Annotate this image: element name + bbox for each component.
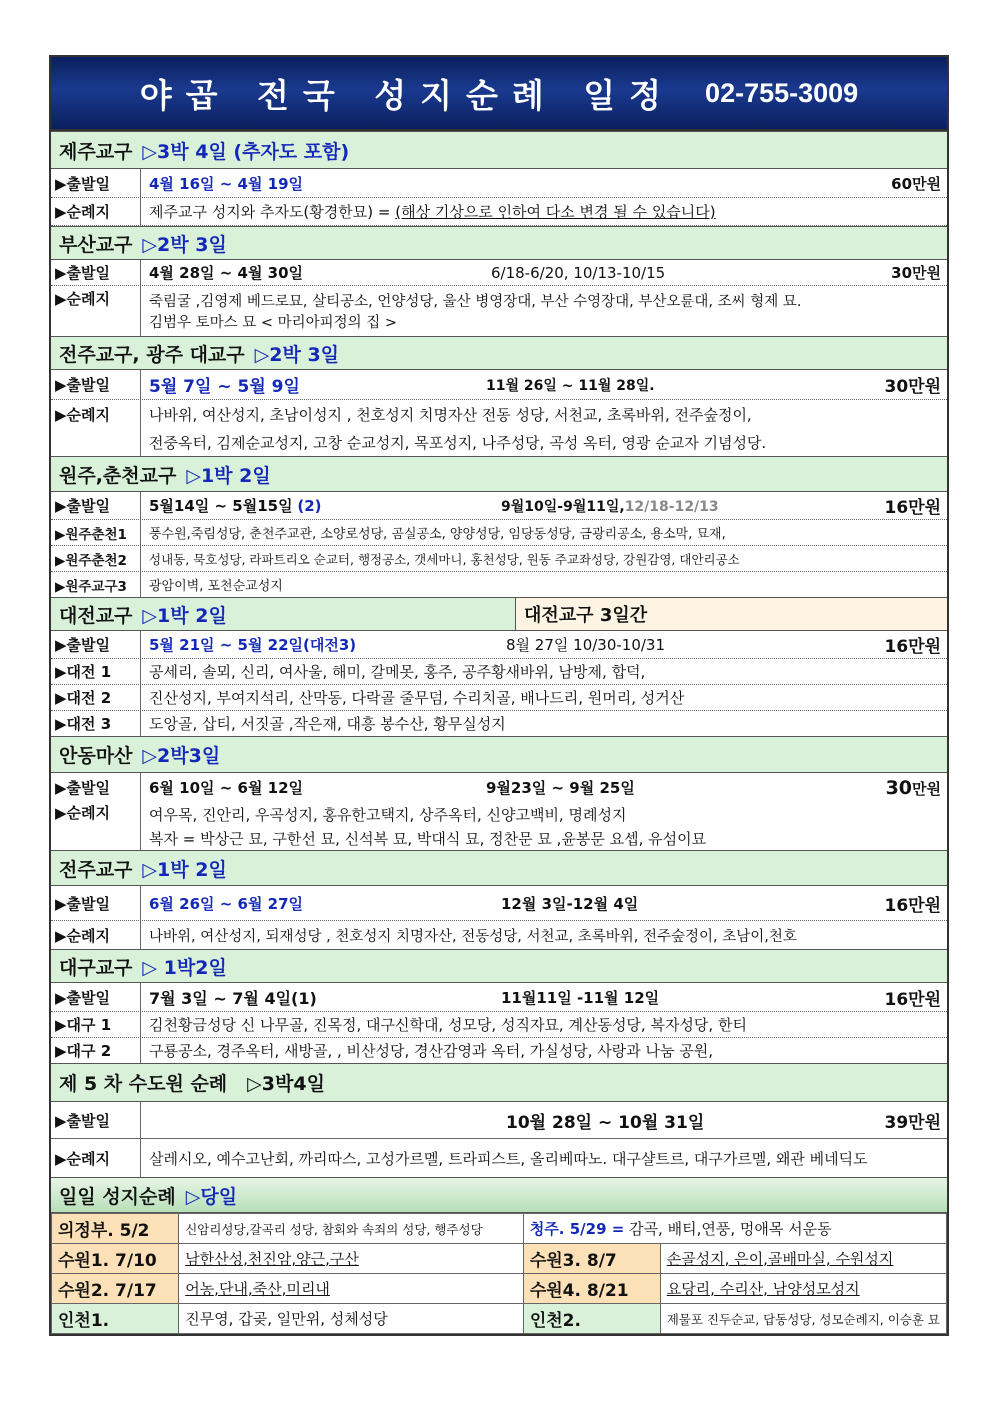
section-header-wonju <box>51 457 947 492</box>
daytrip-row-1 <box>52 1214 947 1244</box>
section-duration: ▷1박 2일 <box>186 464 271 487</box>
schedule-document <box>49 55 949 1336</box>
section-name: 대전교구 <box>59 604 133 627</box>
price: 16만원 <box>884 498 941 518</box>
daytrip-table <box>51 1213 947 1334</box>
depart-row-daejeon <box>51 631 947 659</box>
daytrip-row-3 <box>52 1274 947 1304</box>
title-bar <box>51 57 947 131</box>
sites-text: 구룡공소, 경주옥터, 새방골, , 비산성당, 경산감영과 옥터, 가실성당, 사랑과 나눔 공원, <box>149 1042 713 1060</box>
price: 39만원 <box>884 1112 941 1133</box>
depart-date-extra: (2) <box>297 496 322 515</box>
depart-label: ▶출발일 <box>51 886 141 920</box>
section-name: 제 5 차 수도원 순례 <box>59 1073 228 1095</box>
sites-row-andong <box>51 802 947 851</box>
daytrip-sites-incheon2: 제물포 진두순교, 답동성당, 성모순례지, 이승훈 묘 <box>660 1304 946 1334</box>
depart-label: ▶출발일 <box>51 370 141 399</box>
daytrip-row-2 <box>52 1244 947 1274</box>
sites-label: ▶순례지 <box>51 802 141 850</box>
depart-date: 4월 16일 ~ 4월 19일 <box>149 174 304 193</box>
depart-date-alt: 9월10일-9월11일, <box>501 498 625 515</box>
depart-date-alt: 11월11일 -11월 12일 <box>501 988 660 1007</box>
sites-label: ▶순례지 <box>51 286 141 336</box>
depart-date-alt: 6/18-6/20, 10/13-10/15 <box>491 263 666 282</box>
section-name: 대구교구 <box>59 956 133 979</box>
daytrip-sites-suwon1: 남한산성,천진암,양근,구산 <box>179 1244 524 1274</box>
sites-row-wonju-3 <box>51 572 947 598</box>
phone-number: 02-755-3009 <box>705 77 859 108</box>
sites-text: 풍수원,죽림성당, 춘천주교관, 소양로성당, 곰실공소, 양양성당, 임당동성당, 금광리공소, 용소막, 묘재, <box>149 527 726 542</box>
sites-row-daejeon-2 <box>51 685 947 711</box>
section-duration: ▷1박 2일 <box>142 858 227 881</box>
sites-label: ▶순례지 <box>51 1139 141 1177</box>
sites-label: ▶순례지 <box>51 921 141 949</box>
section-name: 제주교구 <box>59 140 133 163</box>
section-header-jeonju <box>51 851 947 886</box>
depart-label: ▶출발일 <box>51 773 141 802</box>
depart-label: ▶출발일 <box>51 169 141 197</box>
depart-date: 6월 26일 ~ 6월 27일 <box>149 894 304 913</box>
depart-value <box>141 631 947 658</box>
sites-row-daejeon-1 <box>51 659 947 685</box>
sites-text-1: 나바위, 여산성지, 초남이성지 , 천호성지 치명자산 전동 성당, 서천교, 초록바위, 전주숲정이, <box>149 405 752 424</box>
section-duration: ▷1박 2일 <box>142 604 227 627</box>
section-duration: ▷3박 4일 (추자도 포함) <box>142 140 350 163</box>
depart-row-jeju <box>51 169 947 198</box>
depart-value <box>141 886 947 920</box>
sites-label: ▶원주교구3 <box>51 572 141 597</box>
sites-value <box>141 198 947 225</box>
daytrip-sites-cheongju: 감곡, 배티,연풍, 멍애목 서운동 <box>624 1220 832 1238</box>
section-duration: ▷당일 <box>185 1185 238 1208</box>
sites-row-jeonju <box>51 921 947 950</box>
section-name-alt: 대전교구 3일간 <box>516 598 947 630</box>
daytrip-label-incheon1: 인천1. <box>52 1304 179 1334</box>
section-duration: ▷ 1박2일 <box>142 956 227 979</box>
sites-row-jeju <box>51 198 947 226</box>
sites-text: 진산성지, 부여지석리, 산막동, 다락골 줄무덤, 수리치골, 배나드리, 원머리, 성거산 <box>149 689 685 707</box>
daytrip-sites-incheon1: 진무영, 갑곶, 일만위, 성체성당 <box>179 1304 524 1334</box>
sites-row-wonju-1 <box>51 520 947 546</box>
daytrip-cell-cheongju <box>523 1214 946 1244</box>
sites-value <box>141 400 947 456</box>
section-name: 부산교구 <box>59 233 133 256</box>
daytrip-label-suwon1: 수원1. 7/10 <box>52 1244 179 1274</box>
sites-label: ▶대전 1 <box>51 659 141 684</box>
sites-label: ▶원주춘천1 <box>51 520 141 545</box>
sites-text: 제주교구 성지와 추자도(황경한묘) = <box>149 203 391 221</box>
depart-date-alt: 12월 3일-12월 4일 <box>501 894 639 913</box>
depart-date: 6월 10일 ~ 6월 12일 <box>149 779 304 797</box>
sites-row-daejeon-3 <box>51 711 947 737</box>
depart-value <box>141 983 947 1011</box>
daytrip-sites-suwon2: 어농,단내,죽산,미리내 <box>179 1274 524 1304</box>
depart-row-andong <box>51 773 947 802</box>
depart-label: ▶출발일 <box>51 260 141 285</box>
daytrip-sites-suwon4: 요당리, 수리산, 남양성모성지 <box>660 1274 946 1304</box>
section-name: 원주,춘천교구 <box>59 464 177 487</box>
sites-value <box>141 802 947 850</box>
depart-label: ▶출발일 <box>51 1102 141 1138</box>
sites-text-2: 복자 = 박상근 묘, 구한선 묘, 신석복 묘, 박대식 묘, 정찬문 묘 ,윤봉문 요셉, 유섬이묘 <box>149 829 707 848</box>
depart-label: ▶출발일 <box>51 492 141 519</box>
section-header-daegu <box>51 950 947 983</box>
depart-row-wonju <box>51 492 947 520</box>
price: 60만원 <box>891 174 941 193</box>
depart-date: 5월 7일 ~ 5월 9일 <box>149 377 300 397</box>
section-header-monastery <box>51 1064 947 1102</box>
sites-text-2: 김범우 토마스 묘 < 마리아피정의 집 > <box>149 315 398 331</box>
daytrip-label-suwon2: 수원2. 7/17 <box>52 1274 179 1304</box>
daytrip-label-uijeongbu: 의정부. 5/2 <box>52 1214 179 1244</box>
depart-value <box>141 1102 947 1138</box>
section-duration: ▷3박4일 <box>247 1073 325 1095</box>
sites-text-1: 죽림굴 ,김영제 베드로묘, 살티공소, 언양성당, 울산 병영장대, 부산 수영장대, 부산오륜대, 조씨 형제 묘. <box>149 294 802 310</box>
sites-row-busan <box>51 286 947 337</box>
section-header-daejeon <box>51 598 947 631</box>
daytrip-label-incheon2: 인천2. <box>523 1304 660 1334</box>
depart-date: 10월 28일 ~ 10월 31일 <box>506 1112 705 1133</box>
sites-text: 살레시오, 예수고난회, 까리따스, 고성가르멜, 트라피스트, 올리베따노. 대구샬트르, 대구가르멜, 왜관 베네딕도 <box>149 1149 868 1168</box>
section-header-jeju <box>51 131 947 169</box>
daytrip-sites-uijeongbu: 신암리성당,갈곡리 성당, 참회와 속죄의 성당, 행주성당 <box>179 1214 524 1244</box>
depart-row-jeonju <box>51 886 947 921</box>
section-header-daejeon-left <box>51 598 516 630</box>
section-header-busan <box>51 226 947 260</box>
section-name: 안동마산 <box>59 745 133 767</box>
sites-row-daegu-2 <box>51 1038 947 1064</box>
sites-text: 공세리, 솔뫼, 신리, 여사울, 해미, 갈메못, 홍주, 공주황새바위, 남방제, 합덕, <box>149 663 646 681</box>
depart-row-busan <box>51 260 947 286</box>
depart-date-alt: 9월23일 ~ 9월 25일 <box>486 779 635 797</box>
section-name: 전주교구, 광주 대교구 <box>59 343 245 366</box>
page-title: 야곱 전국 성지순례 일정 <box>139 75 676 115</box>
depart-date-alt: 11월 26일 ~ 11월 28일. <box>486 377 655 394</box>
depart-value <box>141 492 947 519</box>
sites-note: (해상 기상으로 인하여 다소 변경 될 수 있습니다) <box>395 203 716 221</box>
price: 16만원 <box>884 895 941 916</box>
section-name: 일일 성지순례 <box>59 1185 176 1208</box>
price: 16만원 <box>884 989 941 1010</box>
price: 16만원 <box>884 637 941 657</box>
daytrip-label-suwon3: 수원3. 8/7 <box>523 1244 660 1274</box>
price: 30만원 <box>884 377 941 397</box>
sites-label: ▶대전 3 <box>51 711 141 736</box>
depart-value <box>141 260 947 285</box>
section-duration: ▷2박 3일 <box>254 343 340 366</box>
sites-text: 성내동, 묵호성당, 라파트리오 순교터, 행정공소, 갯세마니, 홍천성당, 원동 주교좌성당, 강원감영, 대안리공소 <box>149 551 740 567</box>
section-duration: ▷2박 3일 <box>142 233 227 256</box>
sites-label: ▶순례지 <box>51 400 141 456</box>
depart-label: ▶출발일 <box>51 983 141 1011</box>
sites-text-1: 여우목, 진안리, 우곡성지, 홍유한고택지, 상주옥터, 신양고백비, 명례성지 <box>149 805 627 824</box>
sites-label: ▶순례지 <box>51 198 141 225</box>
depart-value <box>141 169 947 197</box>
section-duration: ▷2박3일 <box>142 745 221 767</box>
sites-text: 광암이벽, 포천순교성지 <box>149 579 283 594</box>
depart-row-daegu <box>51 983 947 1012</box>
price-unit: 만원 <box>912 779 941 798</box>
depart-date: 5월14일 ~ 5월15일 <box>149 497 293 515</box>
depart-date: 7월 3일 ~ 7월 4일(1) <box>149 988 317 1008</box>
sites-row-daegu-1 <box>51 1012 947 1038</box>
section-name: 전주교구 <box>59 858 133 881</box>
sites-text-2: 전중옥터, 김제순교성지, 고창 순교성지, 목포성지, 나주성당, 곡성 옥터, 영광 순교자 기념성당. <box>149 433 767 452</box>
price: 30만원 <box>891 264 941 282</box>
daytrip-row-4 <box>52 1304 947 1334</box>
sites-row-monastery <box>51 1139 947 1178</box>
sites-row-wonju-2 <box>51 546 947 572</box>
depart-value <box>141 370 947 399</box>
depart-date: 4월 28일 ~ 4월 30일 <box>149 264 304 282</box>
sites-value <box>141 286 947 336</box>
depart-date-alt2: 12/18-12/13 <box>624 498 719 515</box>
sites-label: ▶대전 2 <box>51 685 141 710</box>
daytrip-sites-suwon3: 손골성지, 은이,골배마실, 수원성지 <box>660 1244 946 1274</box>
depart-label: ▶출발일 <box>51 631 141 658</box>
depart-row-monastery <box>51 1102 947 1139</box>
sites-text: 나바위, 여산성지, 되재성당 , 천호성지 치명자산, 전동성당, 서천교, 초록바위, 전주숲정이, 초남이,천호 <box>149 928 797 945</box>
daytrip-label-cheongju: 청주. 5/29 = <box>529 1220 625 1238</box>
sites-label: ▶대구 1 <box>51 1012 141 1037</box>
sites-text: 도앙골, 삽티, 서짓골 ,작은재, 대흥 봉수산, 황무실성지 <box>149 715 506 733</box>
sites-row-jeonju-gwangju <box>51 400 947 457</box>
depart-row-jeonju-gwangju <box>51 370 947 400</box>
daytrip-label-suwon4: 수원4. 8/21 <box>523 1274 660 1304</box>
sites-label: ▶원주춘천2 <box>51 546 141 571</box>
sites-label: ▶대구 2 <box>51 1038 141 1063</box>
price-number: 30 <box>885 776 913 799</box>
section-header-jeonju-gwangju <box>51 337 947 370</box>
depart-date: 5월 21일 ~ 5월 22일(대전3) <box>149 636 357 654</box>
depart-date-alt: 8월 27일 10/30-10/31 <box>506 636 666 654</box>
section-header-daytrip <box>51 1178 947 1213</box>
depart-value <box>141 773 947 802</box>
section-header-andong <box>51 737 947 773</box>
sites-text: 김천황금성당 신 나무골, 진목정, 대구신학대, 성모당, 성직자묘, 계산동성당, 복자성당, 한티 <box>149 1016 747 1034</box>
